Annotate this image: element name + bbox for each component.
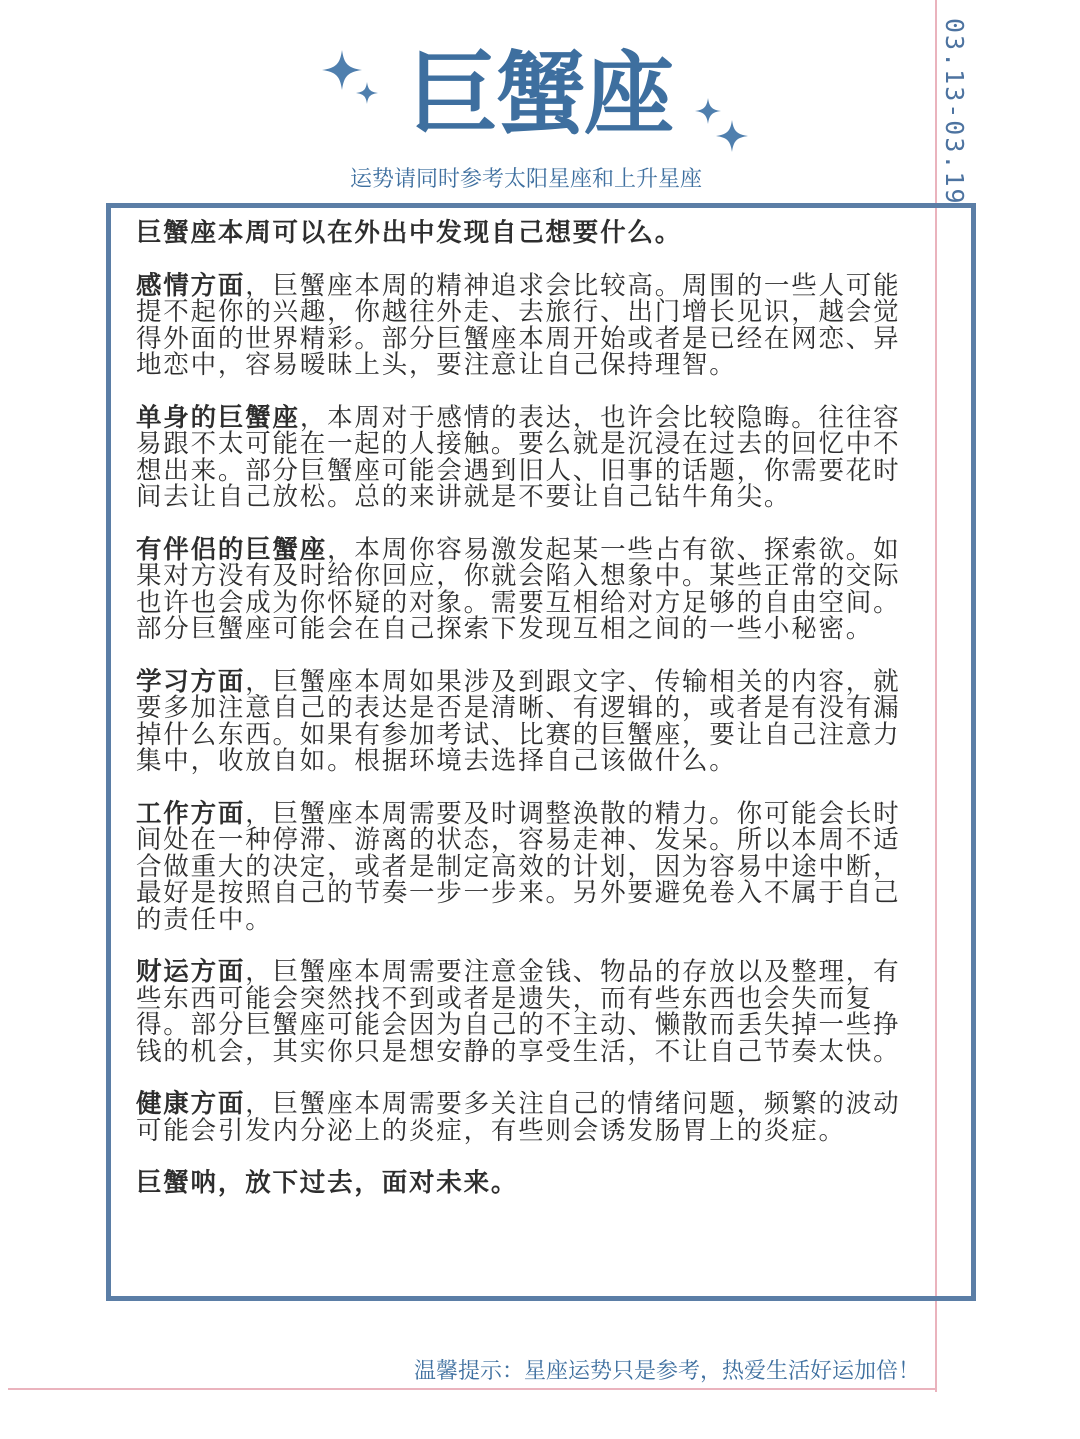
sparkle-icon — [356, 82, 378, 104]
section-text: ，巨蟹座本周的精神追求会比较高。周围的一些人可能提不起你的兴趣，你越往外走、去旅行、出门增长见识，越会觉得外面的世界精彩。部分巨蟹座本周开始或者是已经在网恋、异地恋中，容易暧昧上头，要注意让自己保持理智。 — [136, 270, 901, 380]
section-paragraph — [136, 402, 916, 512]
subtitle: 运势请同时参考太阳星座和上升星座 — [349, 167, 702, 192]
section-lead: 财运方面 — [136, 957, 246, 987]
section-text: ，巨蟹座本周如果涉及到跟文字、传输相关的内容，就要多加注意自己的表达是否是清晰、有逻辑的，或者是有没有漏掉什么东西。如果有参加考试、比赛的巨蟹座，要让自己注意力集中，收放自如。根据环境去选择自己该做什么。 — [136, 666, 901, 776]
page-title: 巨蟹座 — [408, 42, 672, 147]
section-lead: 健康方面 — [136, 1089, 246, 1119]
section-text: ，巨蟹座本周需要多关注自己的情绪问题，频繁的波动可能会引发内分泌上的炎症，有些则会诱发肠胃上的炎症。 — [136, 1089, 901, 1146]
footer-tip: 温馨提示：星座运势只是参考，热爱生活好运加倍！ — [413, 1359, 920, 1384]
section-lead: 感情方面 — [136, 270, 246, 301]
section-lead: 学习方面 — [136, 666, 246, 697]
closing-line: 巨蟹呐，放下过去，面对未来。 — [136, 1168, 519, 1198]
section-paragraph — [136, 270, 916, 380]
section-lead: 有伴侣的巨蟹座 — [136, 534, 328, 565]
section-paragraph — [136, 798, 916, 935]
section-lead: 工作方面 — [136, 798, 246, 829]
section-lead: 单身的巨蟹座 — [136, 402, 300, 433]
intro-line: 巨蟹座本周可以在外出中发现自己想要什么。 — [136, 218, 683, 248]
section-text: ，巨蟹座本周需要注意金钱、物品的存放以及整理，有些东西可能会突然找不到或者是遗失，而有些东西也会失而复得。部分巨蟹座可能会因为自己的不主动、懒散而丢失掉一些挣钱的机会，其实你只是想安静的享受生活，不让自己节奏太快。 — [136, 957, 901, 1067]
sparkle-icon — [716, 120, 748, 152]
section-paragraph — [136, 959, 916, 1065]
section-text: ，本周你容易激发起某一些占有欲、探索欲。如果对方没有及时给你回应，你就会陷入想象中。某些正常的交际也许也会成为你怀疑的对象。需要互相给对方足够的自由空间。部分巨蟹座可能会在自己探索下发现互相之间的一些小秘密。 — [136, 534, 901, 644]
section-text: ，巨蟹座本周需要及时调整涣散的精力。你可能会长时间处在一种停滞、游离的状态，容易走神、发呆。所以本周不适合做重大的决定，或者是制定高效的计划，因为容易中途中断，最好是按照自己的节奏一步一步来。另外要避免卷入不属于自己的责任中。 — [136, 798, 901, 935]
section-paragraph — [136, 666, 916, 776]
section-text: ，本周对于感情的表达，也许会比较隐晦。往往容易跟不太可能在一起的人接触。要么就是沉浸在过去的回忆中不想出来。部分巨蟹座可能会遇到旧人、旧事的话题，你需要花时间去让自己放松。总的来讲就是不要让自己钻牛角尖。 — [136, 402, 901, 512]
date-range: 03.13-03.19 — [940, 18, 969, 206]
horoscope-content — [136, 220, 916, 1223]
pink-frame-horizontal-line — [8, 1388, 937, 1390]
section-paragraph — [136, 1091, 916, 1144]
section-paragraph — [136, 534, 916, 644]
